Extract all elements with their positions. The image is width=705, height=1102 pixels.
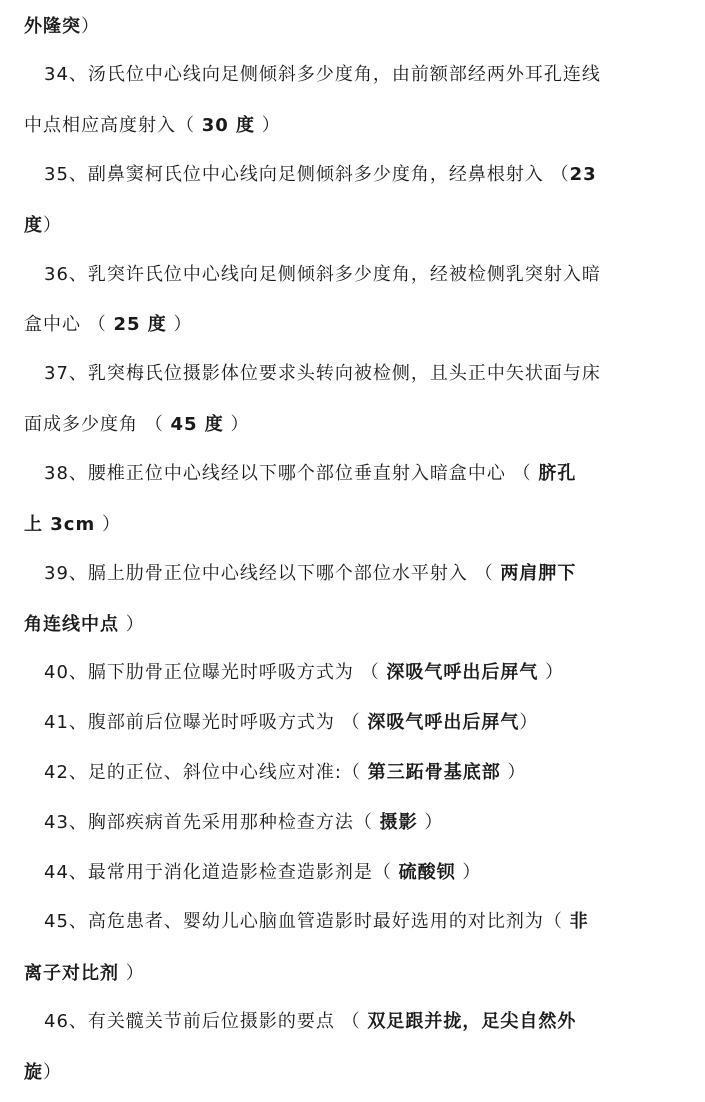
answer-text: 双足跟并拢，足尖自然外 — [367, 1011, 577, 1032]
bracket-close: ） — [417, 812, 444, 833]
bracket-close: ） — [223, 414, 250, 435]
question-text: 44、最常用于消化道造影检查造影剂是（ — [44, 862, 399, 883]
question-35-line2 — [0, 209, 705, 243]
answer-text: 角连线中点 — [24, 614, 119, 635]
answer-text: 非 — [569, 911, 589, 932]
question-40 — [0, 656, 705, 690]
question-text: 39、膈上肋骨正位中心线经以下哪个部位水平射入 （ — [44, 563, 501, 584]
answer-text: 23 — [569, 164, 597, 185]
question-text: 34、汤氏位中心线向足侧倾斜多少度角，由前额部经两外耳孔连线 — [44, 64, 601, 85]
question-38-line2 — [0, 508, 705, 542]
question-35-line1 — [0, 158, 705, 192]
question-34-line2 — [0, 109, 705, 143]
answer-text: 硫酸钡 — [398, 862, 456, 883]
bracket-close: ） — [166, 314, 193, 335]
answer-text: 深吸气呼出后屏气 — [386, 662, 539, 683]
bracket-close: ） — [455, 862, 482, 883]
bracket-close: ） — [119, 963, 145, 984]
question-41 — [0, 706, 705, 740]
bracket-close: ） — [95, 514, 121, 535]
question-42 — [0, 756, 705, 790]
answer-text: 两肩胛下 — [500, 563, 577, 584]
question-34-line1 — [0, 58, 705, 92]
question-36-line2 — [0, 308, 705, 342]
answer-text: 上 3cm — [24, 514, 96, 535]
bracket-close: ） — [519, 712, 539, 733]
question-39-line1 — [0, 557, 705, 591]
question-text: 盒中心 （ — [24, 314, 114, 335]
question-text: 36、乳突许氏位中心线向足侧倾斜多少度角，经被检侧乳突射入暗 — [44, 264, 601, 285]
question-text: 41、腹部前后位曝光时呼吸方式为 （ — [44, 712, 368, 733]
question-44 — [0, 856, 705, 890]
question-37-line2 — [0, 408, 705, 442]
question-45-line2 — [0, 957, 705, 991]
answer-text: 深吸气呼出后屏气 — [367, 712, 520, 733]
bracket-close: ） — [43, 1062, 62, 1083]
question-46-line2 — [0, 1056, 705, 1090]
answer-text: 离子对比剂 — [24, 963, 119, 984]
bracket-close: ） — [119, 614, 145, 635]
question-text: 42、足的正位、斜位中心线应对准:（ — [44, 762, 368, 783]
bracket-close: ） — [538, 662, 565, 683]
answer-text: 第三跖骨基底部 — [367, 762, 501, 783]
answer-text: 45 度 — [170, 414, 224, 435]
question-text: 35、副鼻窦柯氏位中心线向足侧倾斜多少度角，经鼻根射入 （ — [44, 164, 570, 185]
answer-text: 30 度 — [201, 115, 256, 136]
question-37-line1 — [0, 357, 705, 391]
question-38-line1 — [0, 457, 705, 491]
question-46-line1 — [0, 1005, 705, 1039]
bracket-close: ） — [500, 762, 527, 783]
answer-text: 外隆突 — [24, 16, 81, 37]
question-39-line2 — [0, 608, 705, 642]
question-text: 43、胸部疾病首先采用那种检查方法（ — [44, 812, 380, 833]
question-43 — [0, 806, 705, 840]
question-text: 37、乳突梅氏位摄影体位要求头转向被检侧，且头正中矢状面与床 — [44, 363, 601, 384]
question-text: 40、膈下肋骨正位曝光时呼吸方式为 （ — [44, 662, 387, 683]
bracket-close: ） — [81, 16, 100, 37]
answer-text: 旋 — [24, 1062, 43, 1083]
bracket-close: ） — [255, 115, 281, 136]
question-text: 45、高危患者、婴幼儿心脑血管造影时最好选用的对比剂为（ — [44, 911, 570, 932]
question-text: 面成多少度角 （ — [24, 414, 171, 435]
question-text: 46、有关髋关节前后位摄影的要点 （ — [44, 1011, 368, 1032]
answer-text: 摄影 — [379, 812, 418, 833]
answer-text: 脐孔 — [538, 463, 577, 484]
question-text: 中点相应高度射入（ — [24, 115, 202, 136]
bracket-close: ） — [43, 215, 62, 236]
question-45-line1 — [0, 905, 705, 939]
intro-line — [0, 10, 705, 44]
answer-text: 度 — [24, 215, 43, 236]
question-36-line1 — [0, 258, 705, 292]
answer-text: 25 度 — [113, 314, 167, 335]
question-text: 38、腰椎正位中心线经以下哪个部位垂直射入暗盒中心 （ — [44, 463, 539, 484]
